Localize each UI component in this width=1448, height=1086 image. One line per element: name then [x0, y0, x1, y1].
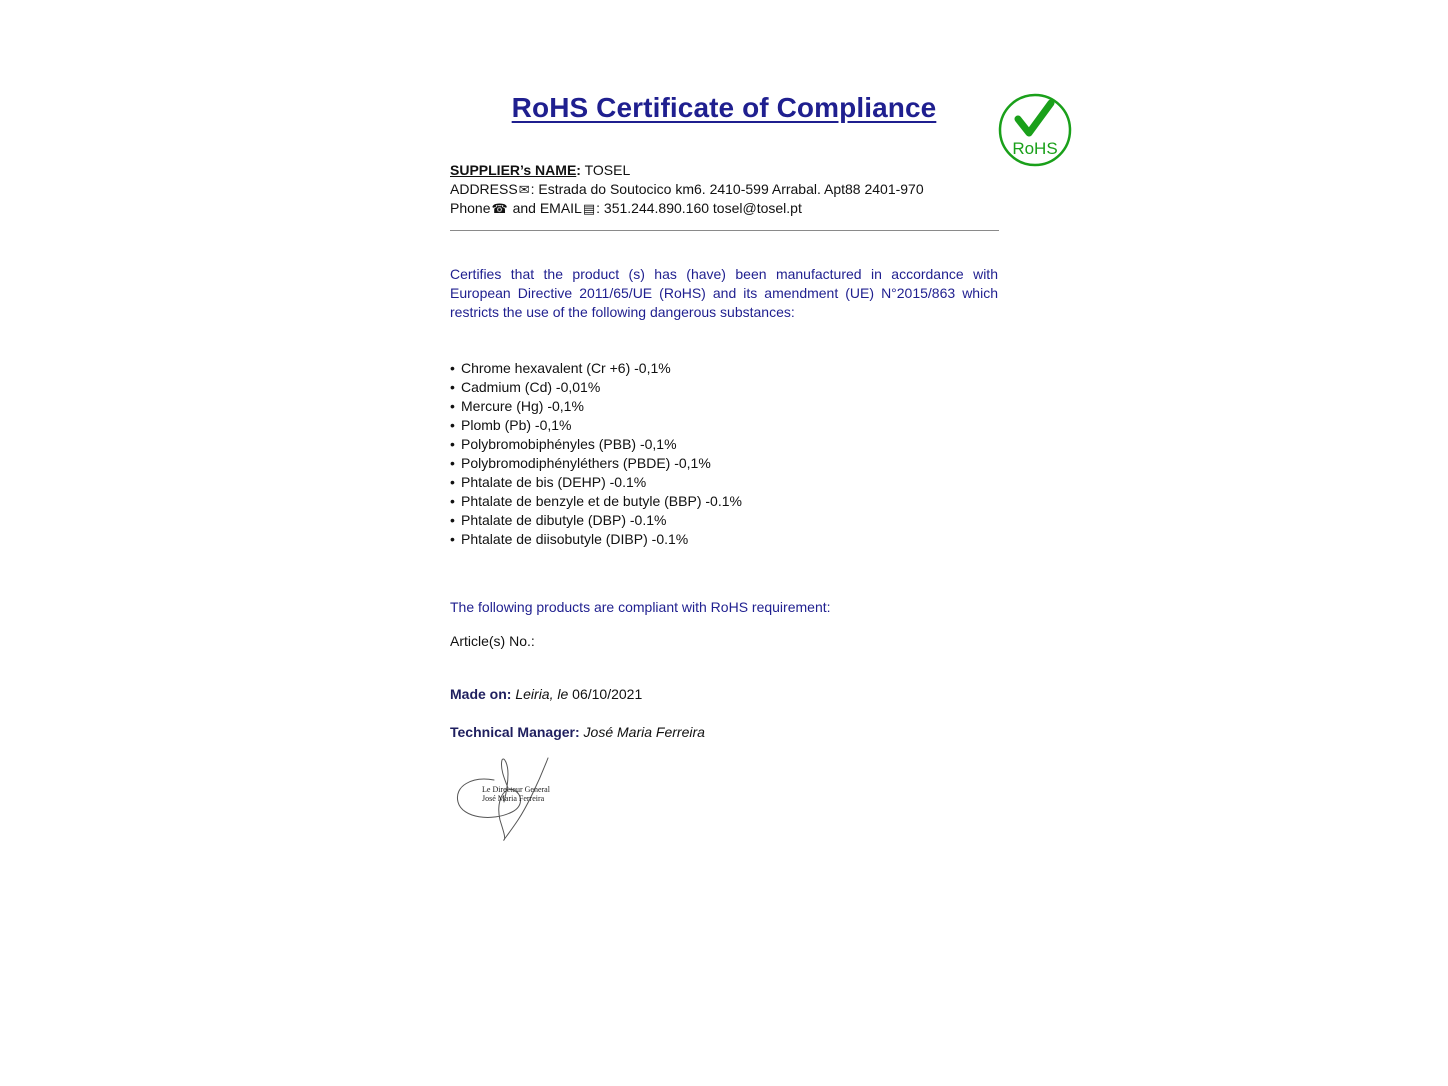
made-on-row — [450, 685, 642, 704]
list-item: • Cadmium (Cd) -0,01% — [450, 379, 601, 395]
telephone-icon: ☎ — [491, 201, 508, 216]
check-icon — [1018, 103, 1051, 133]
address-row — [450, 180, 924, 199]
rohs-logo — [996, 91, 1074, 169]
stamp-line-1: Le Directeur General — [482, 785, 550, 794]
technical-manager-name: José Maria Ferreira — [579, 724, 705, 740]
list-item: • Phtalate de bis (DEHP) -0.1% — [450, 474, 647, 490]
address-label: ADDRESS — [450, 181, 518, 197]
certifies-paragraph: Certifies that the product (s) has (have) been manufactured in accordance with European Directive 2011/65/UE (RoHS) and its amendment (UE) N°2015/863 which restricts the use of the following dangerous substances: — [450, 266, 998, 320]
list-item: • Polybromobiphényles (PBB) -0,1% — [450, 436, 677, 452]
substances-list — [450, 359, 742, 549]
supplier-name-value: TOSEL — [580, 162, 631, 178]
list-item: • Phtalate de diisobutyle (DIBP) -0.1% — [450, 531, 689, 547]
list-item: • Phtalate de benzyle et de butyle (BBP) -0.1% — [450, 493, 742, 509]
envelope-icon: ✉ — [518, 182, 530, 197]
list-item: • Mercure (Hg) -0,1% — [450, 398, 584, 414]
supplier-colon: : — [576, 162, 581, 178]
supplier-name-label: SUPPLIER’s NAME — [450, 162, 577, 178]
articles-label: Article(s) No.: — [450, 633, 535, 649]
made-on-place: Leiria, le — [511, 686, 569, 702]
email-label: and EMAIL — [508, 200, 582, 216]
logo-text: RoHS — [1012, 139, 1058, 158]
supplier-block — [450, 161, 924, 218]
supplier-name-row — [450, 161, 924, 180]
contact-row — [450, 199, 924, 218]
stamp-line-2: José Maria Ferreira — [482, 794, 545, 803]
separator-line — [450, 230, 999, 231]
made-on-date: 06/10/2021 — [568, 686, 643, 702]
technical-manager-row — [450, 723, 705, 742]
contact-value: : 351.244.890.160 tosel@tosel.pt — [596, 200, 802, 216]
computer-icon: ▤ — [582, 201, 596, 216]
list-item: • Polybromodiphényléthers (PBDE) -0,1% — [450, 455, 711, 471]
address-value: : Estrada do Soutocico km6. 2410-599 Arrabal. Apt88 2401-970 — [530, 181, 924, 197]
compliant-statement: The following products are compliant with RoHS requirement: — [450, 599, 831, 615]
certificate-title: RoHS Certificate of Compliance — [511, 92, 937, 123]
made-on-label: Made on: — [450, 686, 512, 702]
technical-manager-label: Technical Manager: — [450, 724, 580, 740]
list-item: • Phtalate de dibutyle (DBP) -0.1% — [450, 512, 667, 528]
list-item: • Plomb (Pb) -0,1% — [450, 417, 572, 433]
list-item: • Chrome hexavalent (Cr +6) -0,1% — [450, 360, 671, 376]
phone-label: Phone — [450, 200, 491, 216]
signature-stamp — [482, 785, 550, 803]
